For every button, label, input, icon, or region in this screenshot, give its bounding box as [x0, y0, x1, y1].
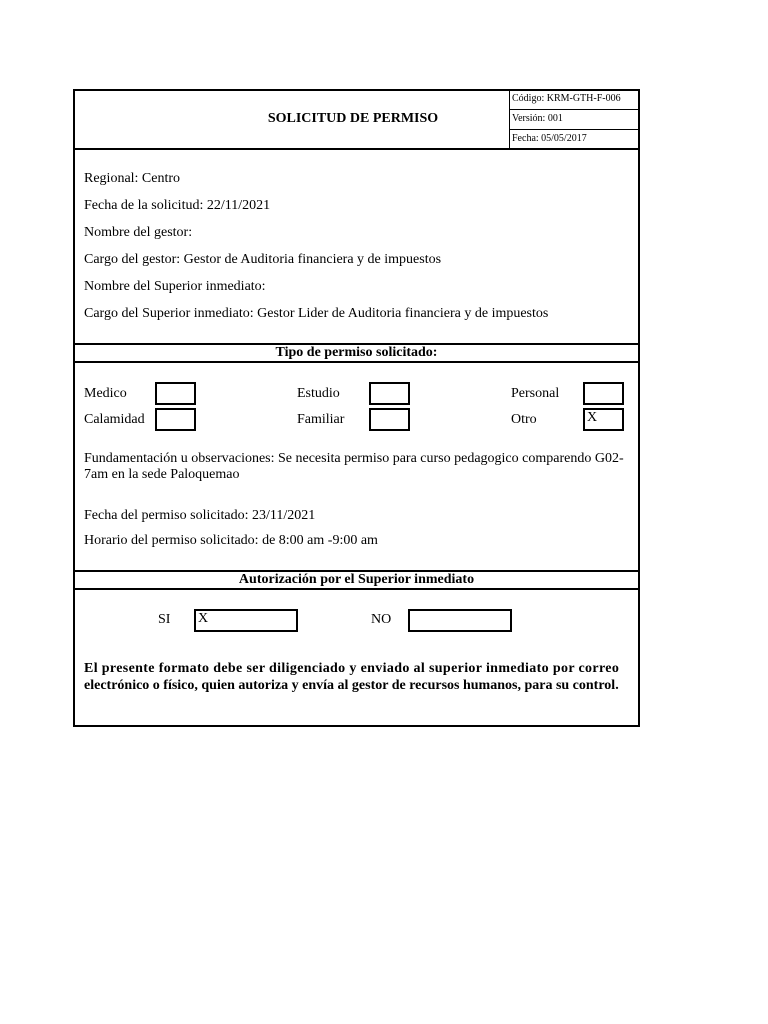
permission-date-field: Fecha del permiso solicitado: 23/11/2021	[84, 508, 316, 523]
option-box-estudio[interactable]	[369, 382, 410, 405]
option-label-calamidad: Calamidad	[84, 412, 145, 427]
permission-schedule-field: Horario del permiso solicitado: de 8:00 am -9:00 am	[84, 533, 378, 548]
option-label-personal: Personal	[511, 386, 560, 401]
permission-request-form	[73, 89, 640, 727]
supervisor-name-field: Nombre del Superior inmediato:	[84, 279, 266, 294]
yes-box[interactable]: X	[194, 609, 298, 632]
no-box[interactable]	[408, 609, 512, 632]
type-heading-bottom-line	[73, 361, 640, 363]
border-left	[73, 89, 75, 727]
option-box-medico[interactable]	[155, 382, 196, 405]
option-label-familiar: Familiar	[297, 412, 345, 427]
no-label: NO	[371, 612, 392, 627]
option-box-personal[interactable]	[583, 382, 624, 405]
option-label-medico: Medico	[84, 386, 127, 401]
form-title: SOLICITUD DE PERMISO	[267, 111, 439, 126]
permission-type-heading: Tipo de permiso solicitado:	[275, 345, 438, 360]
option-label-estudio: Estudio	[297, 386, 340, 401]
authorization-heading: Autorización por el Superior inmediato	[238, 572, 475, 587]
form-version: Versión: 001	[512, 113, 563, 124]
option-box-otro[interactable]: X	[583, 408, 624, 431]
auth-heading-bottom-line	[73, 588, 640, 590]
manager-name-field: Nombre del gestor:	[84, 225, 193, 240]
manager-position-field: Cargo del gestor: Gestor de Auditoria financiera y de impuestos	[84, 252, 442, 267]
header-row-line-2	[509, 129, 639, 130]
header-bottom-line	[73, 148, 640, 150]
request-date-field: Fecha de la solicitud: 22/11/2021	[84, 198, 271, 213]
instructions-note-line-1: El presente formato debe ser diligenciado y enviado al superior inmediato por correo	[84, 661, 620, 676]
border-bottom	[73, 725, 640, 727]
instructions-note-line-2: electrónico o físico, quien autoriza y envía al gestor de recursos humanos, para su control.	[84, 678, 619, 693]
option-box-familiar[interactable]	[369, 408, 410, 431]
border-right	[638, 89, 640, 727]
form-date: Fecha: 05/05/2017	[512, 133, 587, 144]
header-row-line-1	[509, 109, 639, 110]
yes-label: SI	[158, 612, 171, 627]
observations-line-2: 7am en la sede Paloquemao	[84, 467, 240, 482]
supervisor-position-field: Cargo del Superior inmediato: Gestor Lider de Auditoria financiera y de impuestos	[84, 306, 549, 321]
form-code: Código: KRM-GTH-F-006	[512, 93, 621, 104]
option-label-otro: Otro	[511, 412, 537, 427]
option-box-calamidad[interactable]	[155, 408, 196, 431]
regional-field: Regional: Centro	[84, 171, 181, 186]
border-top	[73, 89, 640, 91]
observations-line-1: Fundamentación u observaciones: Se necesita permiso para curso pedagogico comparendo G02-	[84, 451, 624, 466]
